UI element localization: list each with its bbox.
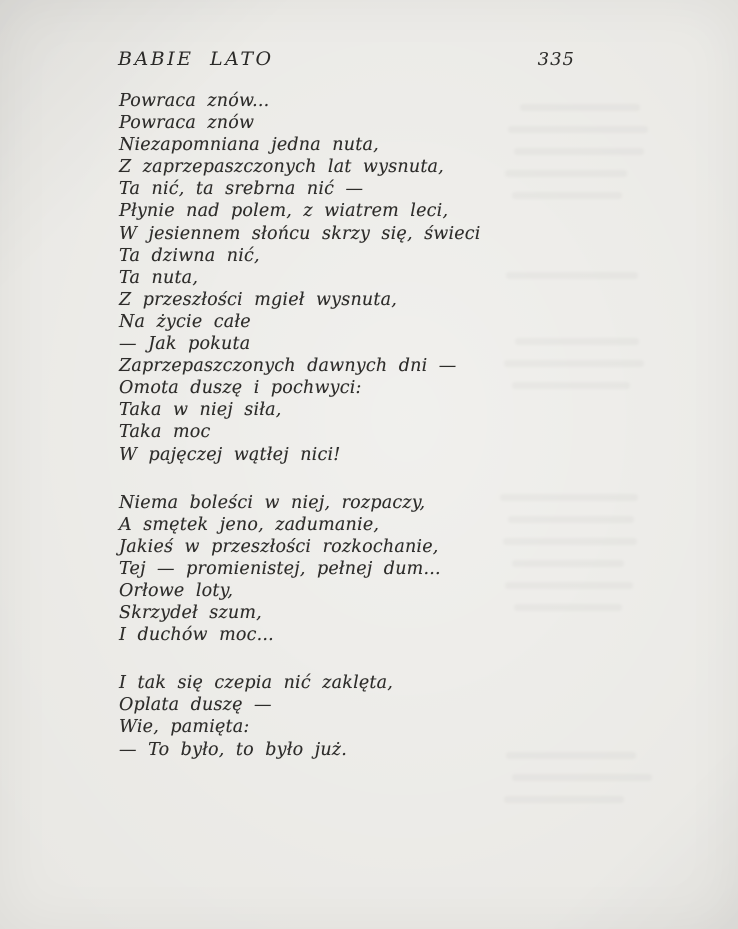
poem-line: Powraca znów... [119,91,270,111]
page-title: BABIE LATO [118,48,274,70]
poem-line: Ta nuta, [119,267,199,288]
poem-line: Tej — promienistej, pełnej dum... [119,558,441,579]
poem-line: — To było, to było już. [119,739,347,760]
poem-line: Taka w niej siła, [119,400,282,421]
poem-line: — Jak pokuta [119,334,251,355]
poem-line: Jakieś w przeszłości rozkochanie, [119,536,439,557]
page-number: 335 [537,49,575,70]
running-head [118,48,575,70]
poem-line: Omota duszę i pochwyci: [119,378,362,399]
poem [119,90,589,761]
poem-line: I tak się czepia nić zaklęta, [119,673,394,694]
poem-line: Powraca znów [119,113,255,134]
poem-line: Oplata duszę — [119,695,272,716]
poem-line: Zaprzepaszczonych dawnych dni — [119,356,457,377]
poem-line: Niema boleści w niej, rozpaczy, [119,492,426,513]
poem-line: Skrzydeł szum, [119,603,262,624]
poem-line: Wie, pamięta: [119,717,250,738]
poem-line: Ta dziwna nić, [119,245,260,266]
poem-line: Orłowe loty, [119,580,234,601]
poem-line: Niezapomniana jedna nuta, [119,135,379,156]
poem-line: I duchów moc... [119,625,274,646]
poem-line: A smętek jeno, zadumanie, [119,514,380,535]
poem-line: W jesiennem słońcu skrzy się, świeci [119,223,481,244]
poem-line: Z zaprzepaszczonych lat wysnuta, [119,157,444,178]
stanza [119,492,589,647]
poem-line: Z przeszłości mgieł wysnuta, [119,289,398,310]
poem-line: Ta nić, ta srebrna nić — [119,179,364,200]
poem-line: Na życie całe [119,311,251,332]
poem-line: W pajęczej wątłej nici! [119,444,341,465]
stanza [119,672,589,760]
poem-line: Taka moc [119,422,211,443]
poem-line: Płynie nad polem, z wiatrem leci, [119,201,449,222]
stanza [119,90,589,466]
